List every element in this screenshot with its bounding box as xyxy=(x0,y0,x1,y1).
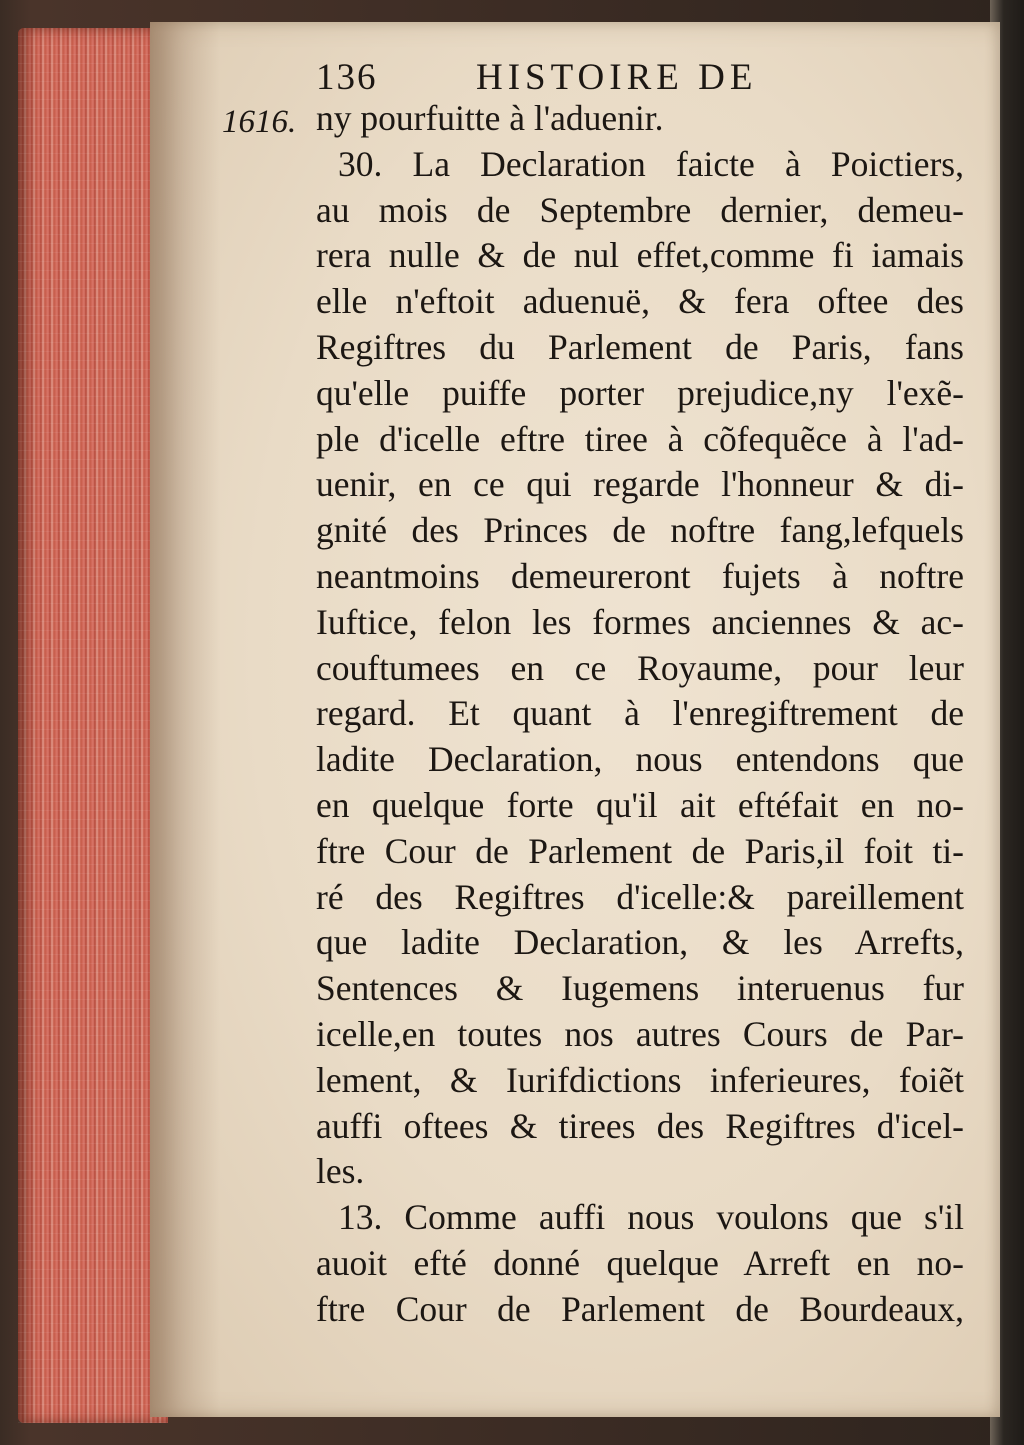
text-line: en quelque forte qu'il ait eftéfait en no- xyxy=(316,784,964,825)
text-line: qu'elle puiffe porter prejudice,ny l'exẽ- xyxy=(316,372,964,413)
text-line: neantmoins demeureront fujets à noftre xyxy=(316,555,964,596)
text-line: Sentences & Iugemens interuenus fur xyxy=(316,968,964,1009)
text-line: gnité des Princes de noftre fang,lefquels xyxy=(316,510,964,551)
gutter-shadow xyxy=(150,22,220,1417)
text-line: elle n'eftoit aduenuë, & fera oftee des xyxy=(316,281,964,322)
text-line: couftumees en ce Royaume, pour leur xyxy=(316,647,964,688)
text-line: rera nulle & de nul effet,comme fi iamais xyxy=(316,235,964,276)
text-line: auffi oftees & tirees des Regiftres d'icel- xyxy=(316,1105,964,1146)
text-line: lement, & Iurifdictions inferieures, foiẽt xyxy=(316,1059,964,1100)
text-line: 13. Comme auffi nous voulons que s'il xyxy=(338,1197,964,1238)
running-title: HISTOIRE DE xyxy=(476,57,758,98)
text-line: que ladite Declaration, & les Arrefts, xyxy=(316,922,964,963)
text-line: regard. Et quant à l'enregiftrement de xyxy=(316,693,964,734)
text-line: au mois de Septembre dernier, demeu- xyxy=(316,189,964,230)
text-line: 30. La Declaration faicte à Poictiers, xyxy=(338,143,964,184)
text-line: ftre Cour de Parlement de Bourdeaux, xyxy=(316,1288,964,1329)
text-line: les. xyxy=(316,1151,365,1192)
text-line: ple d'icelle eftre tiree à cõfequẽce à l'ad- xyxy=(316,418,964,459)
page-stack-red-edges xyxy=(18,28,168,1423)
text-line: Regiftres du Parlement de Paris, fans xyxy=(316,326,964,367)
page-body-text xyxy=(316,96,964,1333)
text-line: uenir, en ce qui regarde l'honneur & di- xyxy=(316,464,964,505)
text-line: Iuftice, felon les formes anciennes & ac- xyxy=(316,601,964,642)
text-line: icelle,en toutes nos autres Cours de Par- xyxy=(316,1013,964,1054)
text-line: ftre Cour de Parlement de Paris,il foit ti- xyxy=(316,830,964,871)
text-line: ré des Regiftres d'icelle:& pareillement xyxy=(316,876,964,917)
page-number: 136 xyxy=(316,57,378,98)
text-line: ladite Declaration, nous entendons que xyxy=(316,739,964,780)
margin-year-note: 1616. xyxy=(222,104,297,140)
text-line: ny pourfuitte à l'aduenir. xyxy=(316,98,664,138)
text-line: auoit efté donné quelque Arreft en no- xyxy=(316,1242,964,1283)
